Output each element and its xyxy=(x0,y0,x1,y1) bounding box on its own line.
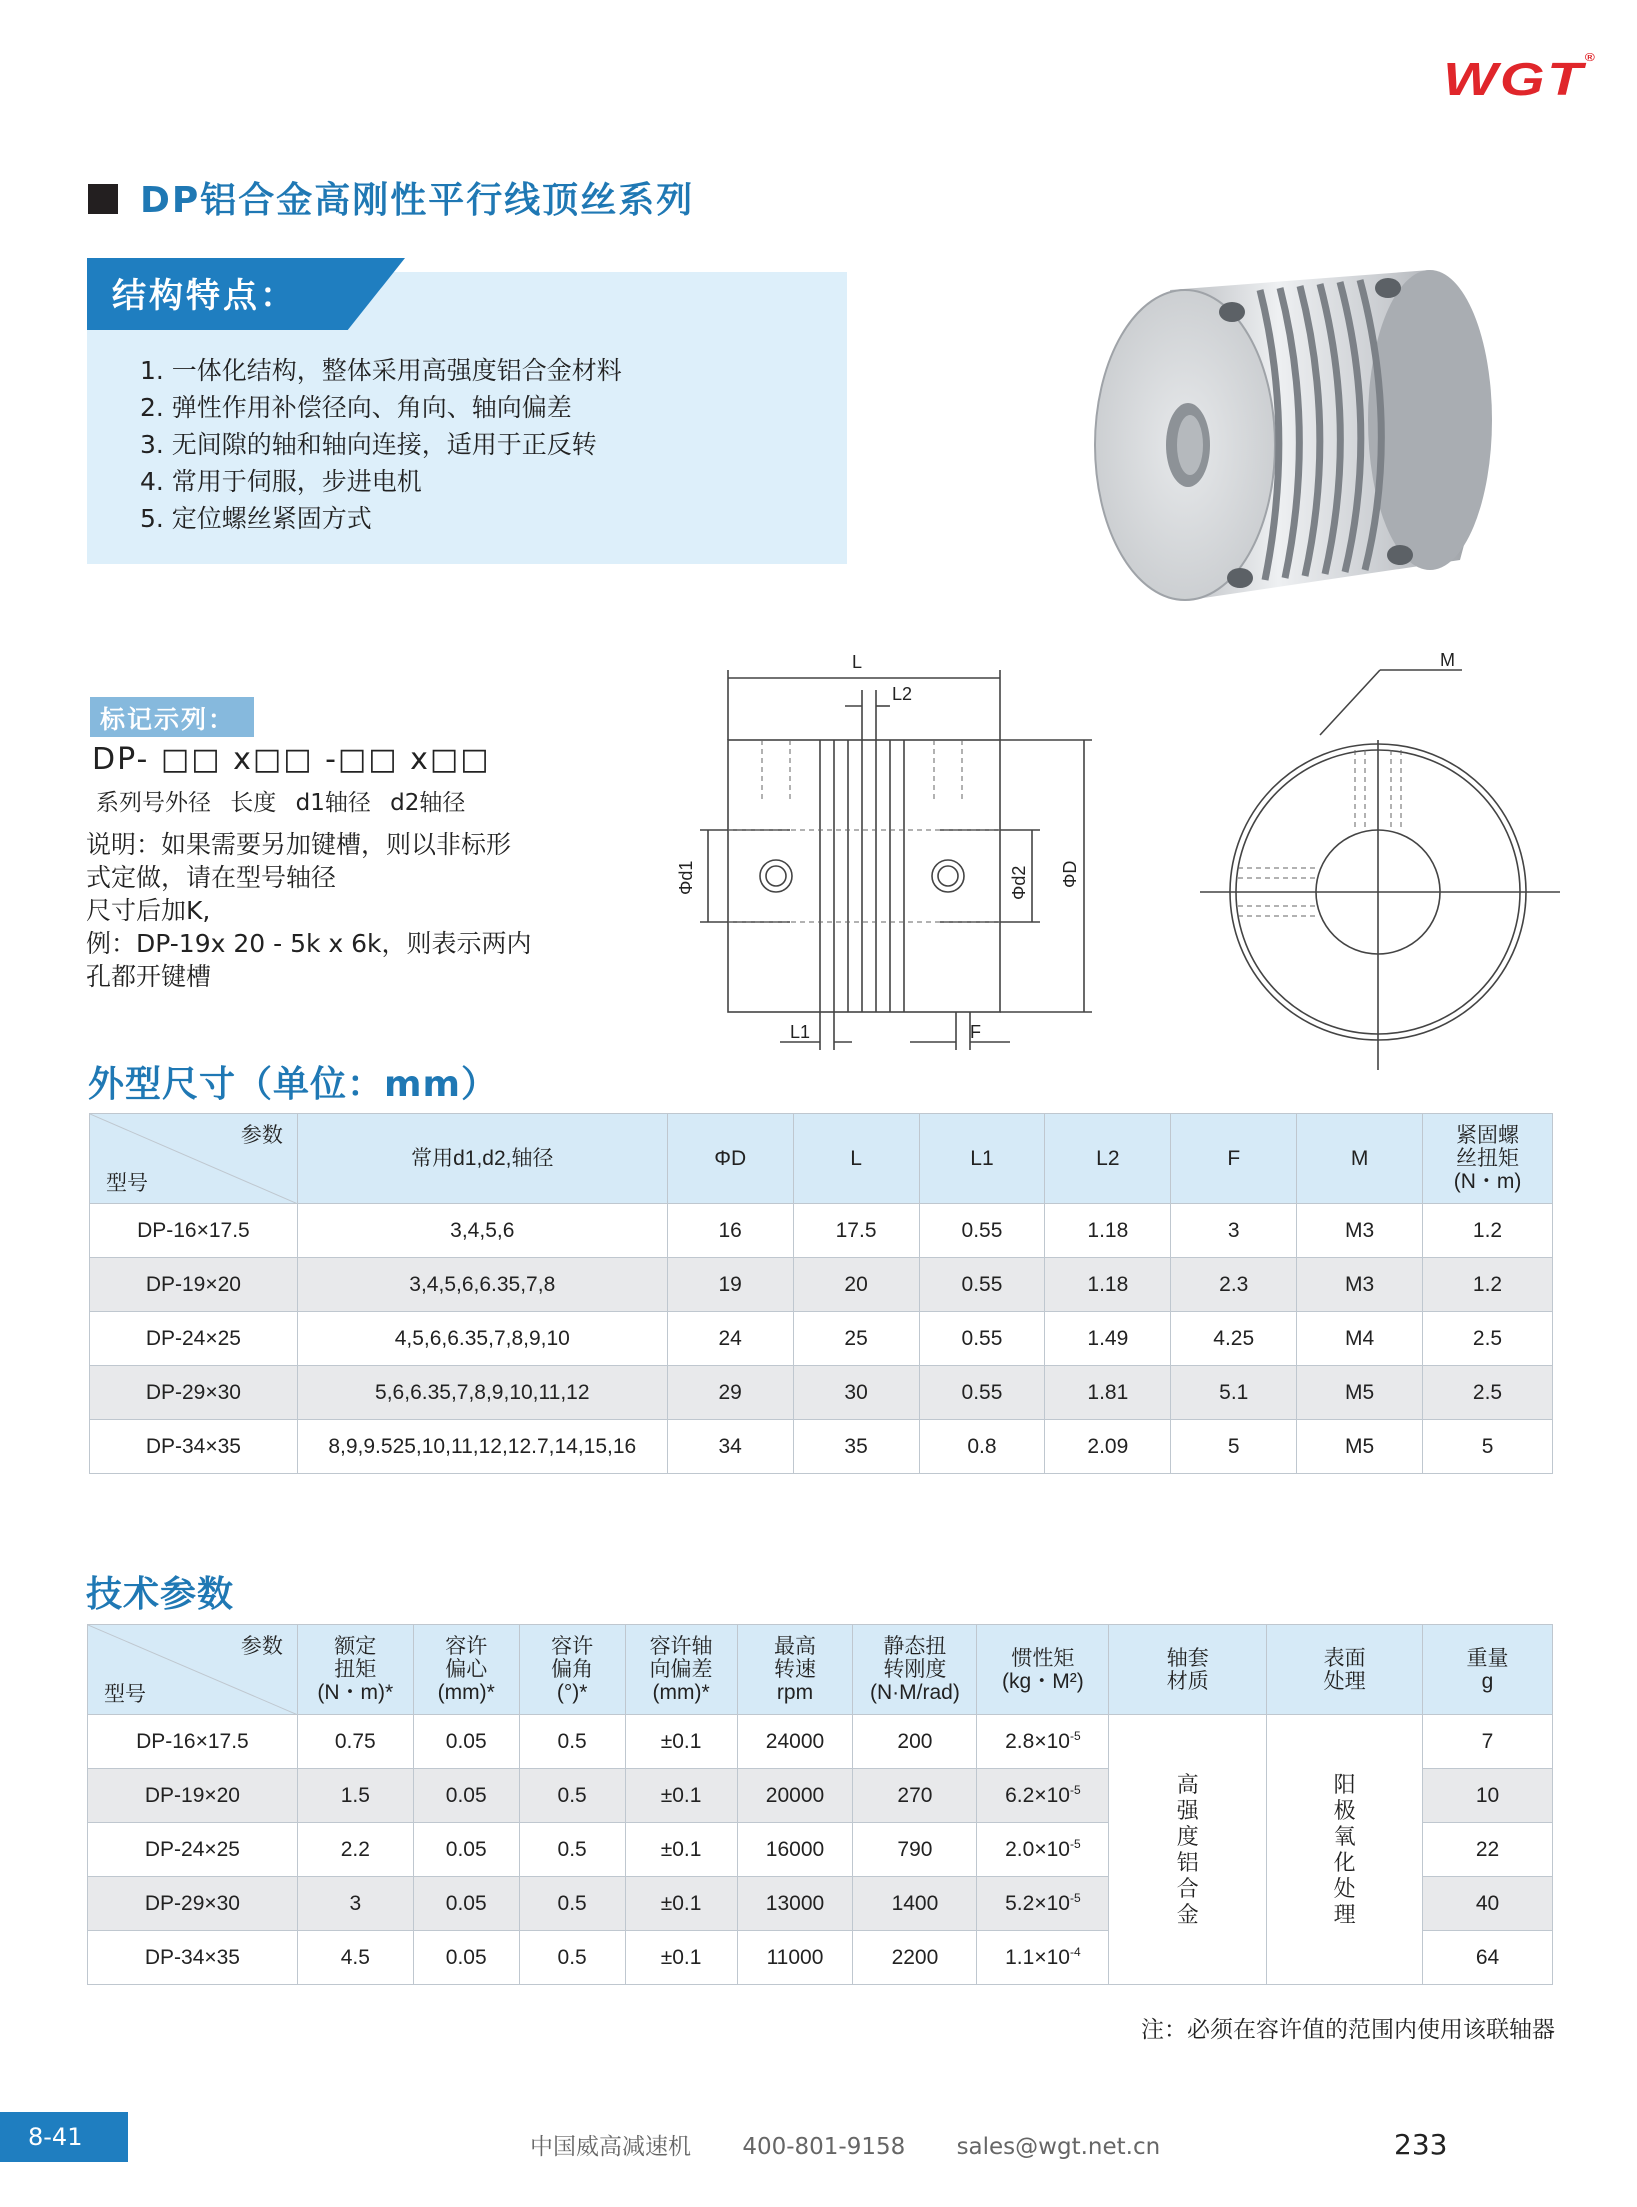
col-header: 额定 扭矩 (N・m)* xyxy=(297,1625,413,1715)
inertia-exponent: -5 xyxy=(1069,1837,1081,1851)
table-row xyxy=(90,1312,1553,1366)
cell: 0.5 xyxy=(519,1769,625,1823)
cell: 40 xyxy=(1423,1877,1553,1931)
cell: 1.18 xyxy=(1045,1204,1171,1258)
footer-company: 中国威高减速机 xyxy=(530,2134,691,2160)
surface-cell xyxy=(1267,1715,1423,1985)
feature-item: 3. 无间隙的轴和轴向连接，适用于正反转 xyxy=(140,430,597,459)
cell: 20 xyxy=(793,1258,919,1312)
dimensions-table xyxy=(89,1113,1553,1474)
cell: 24 xyxy=(667,1312,793,1366)
cell: DP-34×35 xyxy=(88,1931,298,1985)
cell: 0.05 xyxy=(413,1823,519,1877)
feature-item: 4. 常用于伺服，步进电机 xyxy=(140,467,422,496)
cell: 35 xyxy=(793,1420,919,1474)
cell: 1.18 xyxy=(1045,1258,1171,1312)
col-header: F xyxy=(1171,1114,1297,1204)
feature-item: 2. 弹性作用补偿径向、角向、轴向偏差 xyxy=(140,393,572,422)
dim-label-d2: Φd2 xyxy=(1009,865,1029,900)
title-square-icon xyxy=(88,184,118,214)
cell: 2.09 xyxy=(1045,1420,1171,1474)
coupling-photo xyxy=(1060,230,1560,630)
marking-code: DP- □□ x□□ -□□ x□□ xyxy=(92,742,491,777)
cell: 3 xyxy=(297,1877,413,1931)
cell: 0.55 xyxy=(919,1204,1045,1258)
cell: 0.5 xyxy=(519,1823,625,1877)
cell: 1.81 xyxy=(1045,1366,1171,1420)
cell: 0.5 xyxy=(519,1715,625,1769)
dim-label-f: F xyxy=(970,1022,981,1042)
inertia-exponent: -5 xyxy=(1069,1729,1081,1743)
page-title: DP铝合金高刚性平行线顶丝系列 xyxy=(140,180,695,221)
cell: 25 xyxy=(793,1312,919,1366)
note-line: 例：DP-19x 20 - 5k x 6k，则表示两内 xyxy=(86,929,532,958)
cell: ±0.1 xyxy=(625,1877,737,1931)
dim-label-l2: L2 xyxy=(892,684,913,704)
cell: M4 xyxy=(1297,1312,1423,1366)
cell: 2.3 xyxy=(1171,1258,1297,1312)
corner-model: 型号 xyxy=(106,1172,148,1195)
cell: 0.55 xyxy=(919,1366,1045,1420)
cell: 16 xyxy=(667,1204,793,1258)
table-row xyxy=(90,1258,1553,1312)
cell: 5,6,6.35,7,8,9,10,11,12 xyxy=(297,1366,667,1420)
col-header: 轴套 材质 xyxy=(1109,1625,1267,1715)
col-header: 常用d1,d2,轴径 xyxy=(297,1114,667,1204)
cell: DP-24×25 xyxy=(90,1312,298,1366)
front-view-drawing xyxy=(640,650,1120,1070)
note-line: 尺寸后加K, xyxy=(86,896,211,925)
cell: 22 xyxy=(1423,1823,1553,1877)
table-row xyxy=(90,1204,1553,1258)
marking-heading: 标记示列： xyxy=(100,705,236,734)
cell: 64 xyxy=(1423,1931,1553,1985)
cell: 4.25 xyxy=(1171,1312,1297,1366)
cell xyxy=(977,1715,1109,1769)
col-header: 容许 偏角 (°)* xyxy=(519,1625,625,1715)
cell: 1.5 xyxy=(297,1769,413,1823)
footer-phone: 400-801-9158 xyxy=(742,2134,906,2160)
cell: 2.5 xyxy=(1423,1366,1553,1420)
cell: 2200 xyxy=(853,1931,977,1985)
dim-label-d1: Φd1 xyxy=(676,860,696,895)
inertia-base: 6.2×10 xyxy=(1005,1784,1070,1807)
cell: 790 xyxy=(853,1823,977,1877)
cell: 11000 xyxy=(737,1931,853,1985)
cell: 5 xyxy=(1423,1420,1553,1474)
table-row xyxy=(88,1715,1553,1769)
cell: 200 xyxy=(853,1715,977,1769)
cell: 34 xyxy=(667,1420,793,1474)
cell: 0.5 xyxy=(519,1877,625,1931)
cell: 5.1 xyxy=(1171,1366,1297,1420)
cell: DP-29×30 xyxy=(88,1877,298,1931)
logo-text: WGT xyxy=(1442,53,1585,105)
cell: 16000 xyxy=(737,1823,853,1877)
cell: DP-19×20 xyxy=(88,1769,298,1823)
table-row xyxy=(90,1366,1553,1420)
cell xyxy=(977,1877,1109,1931)
col-header: L1 xyxy=(919,1114,1045,1204)
cell: 2.5 xyxy=(1423,1312,1553,1366)
marking-labels: 系列号外径 长度 d1轴径 d2轴径 xyxy=(96,790,466,816)
side-view-drawing xyxy=(1190,650,1570,1070)
surface-value: 阳极氧化处理 xyxy=(1333,1771,1356,1927)
page-number: 233 xyxy=(1394,2128,1448,2161)
cell: 270 xyxy=(853,1769,977,1823)
cell: ±0.1 xyxy=(625,1769,737,1823)
marking-note xyxy=(86,828,556,993)
col-header: 静态扭 转刚度 (N·M/rad) xyxy=(853,1625,977,1715)
dimensions-title: 外型尺寸（单位：mm） xyxy=(88,1064,499,1105)
cell: M3 xyxy=(1297,1258,1423,1312)
col-header: 表面 处理 xyxy=(1267,1625,1423,1715)
tech-table xyxy=(87,1624,1553,1985)
usage-note: 注：必须在容许值的范围内使用该联轴器 xyxy=(1141,2017,1555,2043)
corner-param: 参数 xyxy=(240,1635,283,1658)
corner-model: 型号 xyxy=(104,1683,146,1706)
cell: 8,9,9.525,10,11,12,12.7,14,15,16 xyxy=(297,1420,667,1474)
cell: ±0.1 xyxy=(625,1715,737,1769)
cell: 0.75 xyxy=(297,1715,413,1769)
col-header: L xyxy=(793,1114,919,1204)
cell: 10 xyxy=(1423,1769,1553,1823)
cell: M5 xyxy=(1297,1420,1423,1474)
col-header: 容许 偏心 (mm)* xyxy=(413,1625,519,1715)
features-list xyxy=(140,352,622,537)
inertia-base: 2.0×10 xyxy=(1005,1838,1070,1861)
material-value: 高强度铝合金 xyxy=(1176,1771,1199,1927)
col-header: M xyxy=(1297,1114,1423,1204)
cell: 2.2 xyxy=(297,1823,413,1877)
table-corner-cell xyxy=(88,1625,298,1715)
cell: 0.05 xyxy=(413,1931,519,1985)
col-header: 紧固螺 丝扭矩 (N・m) xyxy=(1423,1114,1553,1204)
cell: DP-34×35 xyxy=(90,1420,298,1474)
table-corner-cell xyxy=(90,1114,298,1204)
col-header: 惯性矩 (kg・M²) xyxy=(977,1625,1109,1715)
cell xyxy=(977,1823,1109,1877)
footer-email: sales@wgt.net.cn xyxy=(956,2134,1161,2160)
cell: 29 xyxy=(667,1366,793,1420)
cell xyxy=(977,1931,1109,1985)
cell: DP-16×17.5 xyxy=(88,1715,298,1769)
cell: 24000 xyxy=(737,1715,853,1769)
cell: 0.8 xyxy=(919,1420,1045,1474)
inertia-exponent: -5 xyxy=(1069,1891,1081,1905)
col-header: 最高 转速 rpm xyxy=(737,1625,853,1715)
col-header: L2 xyxy=(1045,1114,1171,1204)
inertia-base: 5.2×10 xyxy=(1005,1892,1070,1915)
cell: 19 xyxy=(667,1258,793,1312)
cell: 0.5 xyxy=(519,1931,625,1985)
cell: 0.55 xyxy=(919,1312,1045,1366)
page-tab-label: 8-41 xyxy=(28,2123,83,2151)
cell: DP-16×17.5 xyxy=(90,1204,298,1258)
cell: 1400 xyxy=(853,1877,977,1931)
cell: 20000 xyxy=(737,1769,853,1823)
cell: 0.05 xyxy=(413,1877,519,1931)
dim-label-l: L xyxy=(852,652,863,672)
tech-title: 技术参数 xyxy=(86,1574,235,1615)
wgt-logo xyxy=(1443,52,1597,106)
cell: DP-19×20 xyxy=(90,1258,298,1312)
dim-label-l1: L1 xyxy=(790,1022,811,1042)
cell: M5 xyxy=(1297,1366,1423,1420)
registered-mark: ® xyxy=(1584,52,1597,64)
inertia-base: 1.1×10 xyxy=(1005,1946,1070,1969)
cell: 17.5 xyxy=(793,1204,919,1258)
cell: 30 xyxy=(793,1366,919,1420)
col-header: 重量 g xyxy=(1423,1625,1553,1715)
table-row xyxy=(90,1420,1553,1474)
footer-contact xyxy=(530,2128,1202,2161)
cell: 1.2 xyxy=(1423,1204,1553,1258)
cell: 7 xyxy=(1423,1715,1553,1769)
cell: 0.55 xyxy=(919,1258,1045,1312)
cell: 3,4,5,6,6.35,7,8 xyxy=(297,1258,667,1312)
inertia-exponent: -4 xyxy=(1069,1945,1081,1959)
note-line: 孔都开键槽 xyxy=(86,962,212,991)
material-cell xyxy=(1109,1715,1267,1985)
corner-param: 参数 xyxy=(240,1124,283,1147)
note-line: 说明：如果需要另加键槽，则以非标形 xyxy=(86,830,512,859)
cell: 0.05 xyxy=(413,1715,519,1769)
dim-label-d: ΦD xyxy=(1060,860,1080,888)
col-header: 容许轴 向偏差 (mm)* xyxy=(625,1625,737,1715)
col-header: ΦD xyxy=(667,1114,793,1204)
note-line: 式定做，请在型号轴径 xyxy=(86,863,337,892)
feature-item: 5. 定位螺丝紧固方式 xyxy=(140,504,372,533)
feature-item: 1. 一体化结构，整体采用高强度铝合金材料 xyxy=(140,356,622,385)
cell: ±0.1 xyxy=(625,1931,737,1985)
dim-label-m: M xyxy=(1440,650,1455,670)
cell: 3 xyxy=(1171,1204,1297,1258)
cell: 4,5,6,6.35,7,8,9,10 xyxy=(297,1312,667,1366)
features-heading: 结构特点： xyxy=(112,276,297,316)
cell xyxy=(977,1769,1109,1823)
cell: 0.05 xyxy=(413,1769,519,1823)
inertia-exponent: -5 xyxy=(1069,1783,1081,1797)
cell: M3 xyxy=(1297,1204,1423,1258)
cell: 5 xyxy=(1171,1420,1297,1474)
cell: DP-24×25 xyxy=(88,1823,298,1877)
cell: 1.49 xyxy=(1045,1312,1171,1366)
cell: 4.5 xyxy=(297,1931,413,1985)
cell: 1.2 xyxy=(1423,1258,1553,1312)
cell: DP-29×30 xyxy=(90,1366,298,1420)
cell: 13000 xyxy=(737,1877,853,1931)
inertia-base: 2.8×10 xyxy=(1005,1730,1070,1753)
cell: ±0.1 xyxy=(625,1823,737,1877)
cell: 3,4,5,6 xyxy=(297,1204,667,1258)
